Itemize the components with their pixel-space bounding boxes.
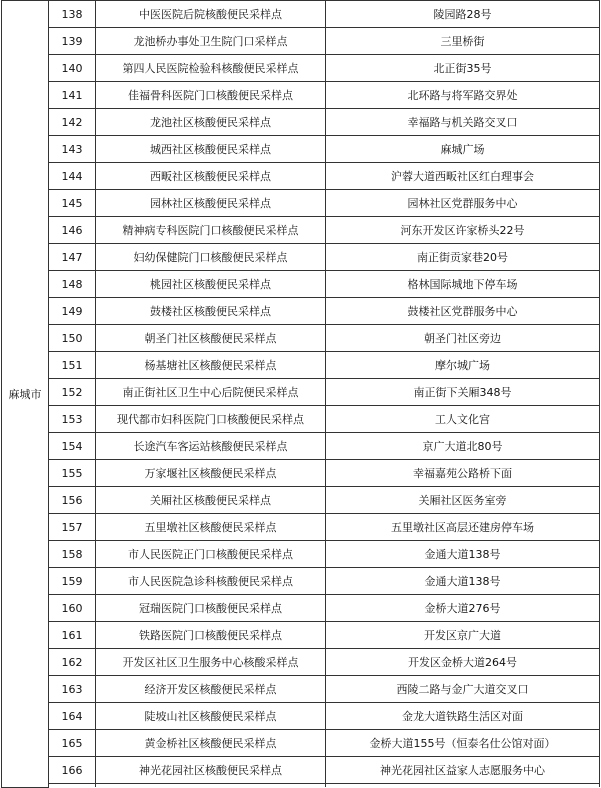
table-row bbox=[2, 1, 600, 28]
site-address: 京广大道北80号 bbox=[326, 433, 600, 460]
row-number: 149 bbox=[49, 298, 96, 325]
site-address: 五里墩社区高层还建房停车场 bbox=[326, 514, 600, 541]
row-number: 148 bbox=[49, 271, 96, 298]
site-address: 麻城广场 bbox=[326, 136, 600, 163]
site-address: 金桥大道155号（恒泰名仕公馆对面） bbox=[326, 730, 600, 757]
row-number: 161 bbox=[49, 622, 96, 649]
site-address: 三里桥街 bbox=[326, 28, 600, 55]
row-number: 140 bbox=[49, 55, 96, 82]
site-name: 鼓楼社区核酸便民采样点 bbox=[96, 298, 326, 325]
table-row bbox=[2, 568, 600, 595]
table-row bbox=[2, 55, 600, 82]
row-number: 154 bbox=[49, 433, 96, 460]
site-name: 中医医院后院核酸便民采样点 bbox=[96, 1, 326, 28]
site-name: 龙池社区核酸便民采样点 bbox=[96, 109, 326, 136]
site-address-empty bbox=[326, 784, 600, 788]
site-address: 西陵二路与金广大道交叉口 bbox=[326, 676, 600, 703]
site-name: 龙池桥办事处卫生院门口采样点 bbox=[96, 28, 326, 55]
site-name: 城西社区核酸便民采样点 bbox=[96, 136, 326, 163]
table-row bbox=[2, 190, 600, 217]
sampling-points-table bbox=[1, 0, 600, 788]
row-number: 153 bbox=[49, 406, 96, 433]
site-name: 精神病专科医院门口核酸便民采样点 bbox=[96, 217, 326, 244]
table-row bbox=[2, 298, 600, 325]
table-body bbox=[2, 1, 600, 788]
table-row bbox=[2, 622, 600, 649]
row-number-empty bbox=[49, 784, 96, 788]
table-row bbox=[2, 514, 600, 541]
table-row bbox=[2, 163, 600, 190]
site-name: 佳福骨科医院门口核酸便民采样点 bbox=[96, 82, 326, 109]
row-number: 138 bbox=[49, 1, 96, 28]
table-row bbox=[2, 379, 600, 406]
site-address: 陵园路28号 bbox=[326, 1, 600, 28]
table-row bbox=[2, 244, 600, 271]
table-row bbox=[2, 730, 600, 757]
site-address: 南正街下关厢348号 bbox=[326, 379, 600, 406]
row-number: 158 bbox=[49, 541, 96, 568]
site-address: 格林国际城地下停车场 bbox=[326, 271, 600, 298]
row-number: 162 bbox=[49, 649, 96, 676]
site-address: 金通大道138号 bbox=[326, 568, 600, 595]
table-row bbox=[2, 757, 600, 784]
site-name: 西畈社区核酸便民采样点 bbox=[96, 163, 326, 190]
site-address: 鼓楼社区党群服务中心 bbox=[326, 298, 600, 325]
row-number: 145 bbox=[49, 190, 96, 217]
table-row bbox=[2, 271, 600, 298]
site-address: 南正街贡家巷20号 bbox=[326, 244, 600, 271]
table-row bbox=[2, 487, 600, 514]
row-number: 142 bbox=[49, 109, 96, 136]
site-address: 沪蓉大道西畈社区红白理事会 bbox=[326, 163, 600, 190]
row-number: 163 bbox=[49, 676, 96, 703]
site-name: 开发区社区卫生服务中心核酸采样点 bbox=[96, 649, 326, 676]
site-address: 幸福嘉苑公路桥下面 bbox=[326, 460, 600, 487]
site-name: 关厢社区核酸便民采样点 bbox=[96, 487, 326, 514]
site-address: 幸福路与机关路交叉口 bbox=[326, 109, 600, 136]
table-row bbox=[2, 703, 600, 730]
site-name: 朝圣门社区核酸便民采样点 bbox=[96, 325, 326, 352]
row-number: 160 bbox=[49, 595, 96, 622]
site-name: 园林社区核酸便民采样点 bbox=[96, 190, 326, 217]
table-row bbox=[2, 676, 600, 703]
table-row bbox=[2, 109, 600, 136]
site-address: 关厢社区医务室旁 bbox=[326, 487, 600, 514]
site-address: 摩尔城广场 bbox=[326, 352, 600, 379]
row-number: 155 bbox=[49, 460, 96, 487]
site-name: 铁路医院门口核酸便民采样点 bbox=[96, 622, 326, 649]
table-row bbox=[2, 28, 600, 55]
site-address: 朝圣门社区旁边 bbox=[326, 325, 600, 352]
site-name: 市人民医院正门口核酸便民采样点 bbox=[96, 541, 326, 568]
site-name: 五里墩社区核酸便民采样点 bbox=[96, 514, 326, 541]
row-number: 147 bbox=[49, 244, 96, 271]
row-number: 139 bbox=[49, 28, 96, 55]
site-name: 妇幼保健院门口核酸便民采样点 bbox=[96, 244, 326, 271]
site-address: 金通大道138号 bbox=[326, 541, 600, 568]
table-row bbox=[2, 460, 600, 487]
table-row bbox=[2, 82, 600, 109]
row-number: 152 bbox=[49, 379, 96, 406]
row-number: 151 bbox=[49, 352, 96, 379]
table-row bbox=[2, 406, 600, 433]
row-number: 146 bbox=[49, 217, 96, 244]
site-name: 冠瑞医院门口核酸便民采样点 bbox=[96, 595, 326, 622]
site-name: 现代都市妇科医院门口核酸便民采样点 bbox=[96, 406, 326, 433]
row-number: 165 bbox=[49, 730, 96, 757]
site-address: 金龙大道铁路生活区对面 bbox=[326, 703, 600, 730]
site-address: 工人文化宫 bbox=[326, 406, 600, 433]
table-row bbox=[2, 325, 600, 352]
row-number: 141 bbox=[49, 82, 96, 109]
table-row bbox=[2, 595, 600, 622]
row-number: 143 bbox=[49, 136, 96, 163]
site-address: 开发区金桥大道264号 bbox=[326, 649, 600, 676]
site-address: 开发区京广大道 bbox=[326, 622, 600, 649]
table-row bbox=[2, 352, 600, 379]
table-row bbox=[2, 136, 600, 163]
site-address: 园林社区党群服务中心 bbox=[326, 190, 600, 217]
site-address: 北正街35号 bbox=[326, 55, 600, 82]
site-name: 经济开发区核酸便民采样点 bbox=[96, 676, 326, 703]
site-name: 桃园社区核酸便民采样点 bbox=[96, 271, 326, 298]
site-name: 万家堰社区核酸便民采样点 bbox=[96, 460, 326, 487]
table-row bbox=[2, 217, 600, 244]
table-row bbox=[2, 541, 600, 568]
site-name: 神光花园社区核酸便民采样点 bbox=[96, 757, 326, 784]
row-number: 164 bbox=[49, 703, 96, 730]
site-name: 第四人民医院检验科核酸便民采样点 bbox=[96, 55, 326, 82]
site-name: 市人民医院急诊科核酸便民采样点 bbox=[96, 568, 326, 595]
site-address: 北环路与将军路交界处 bbox=[326, 82, 600, 109]
row-number: 157 bbox=[49, 514, 96, 541]
site-name: 陡坡山社区核酸便民采样点 bbox=[96, 703, 326, 730]
row-number: 144 bbox=[49, 163, 96, 190]
site-name-empty bbox=[96, 784, 326, 788]
site-name: 杨基塘社区核酸便民采样点 bbox=[96, 352, 326, 379]
row-number: 156 bbox=[49, 487, 96, 514]
site-name: 黄金桥社区核酸便民采样点 bbox=[96, 730, 326, 757]
site-address: 河东开发区许家桥头22号 bbox=[326, 217, 600, 244]
site-address: 神光花园社区益家人志愿服务中心 bbox=[326, 757, 600, 784]
table-row bbox=[2, 649, 600, 676]
site-name: 长途汽车客运站核酸便民采样点 bbox=[96, 433, 326, 460]
row-number: 166 bbox=[49, 757, 96, 784]
table-row-partial bbox=[2, 784, 600, 788]
row-number: 150 bbox=[49, 325, 96, 352]
site-name: 南正街社区卫生中心后院便民采样点 bbox=[96, 379, 326, 406]
row-number: 159 bbox=[49, 568, 96, 595]
site-address: 金桥大道276号 bbox=[326, 595, 600, 622]
city-cell: 麻城市 bbox=[2, 1, 49, 788]
table-row bbox=[2, 433, 600, 460]
